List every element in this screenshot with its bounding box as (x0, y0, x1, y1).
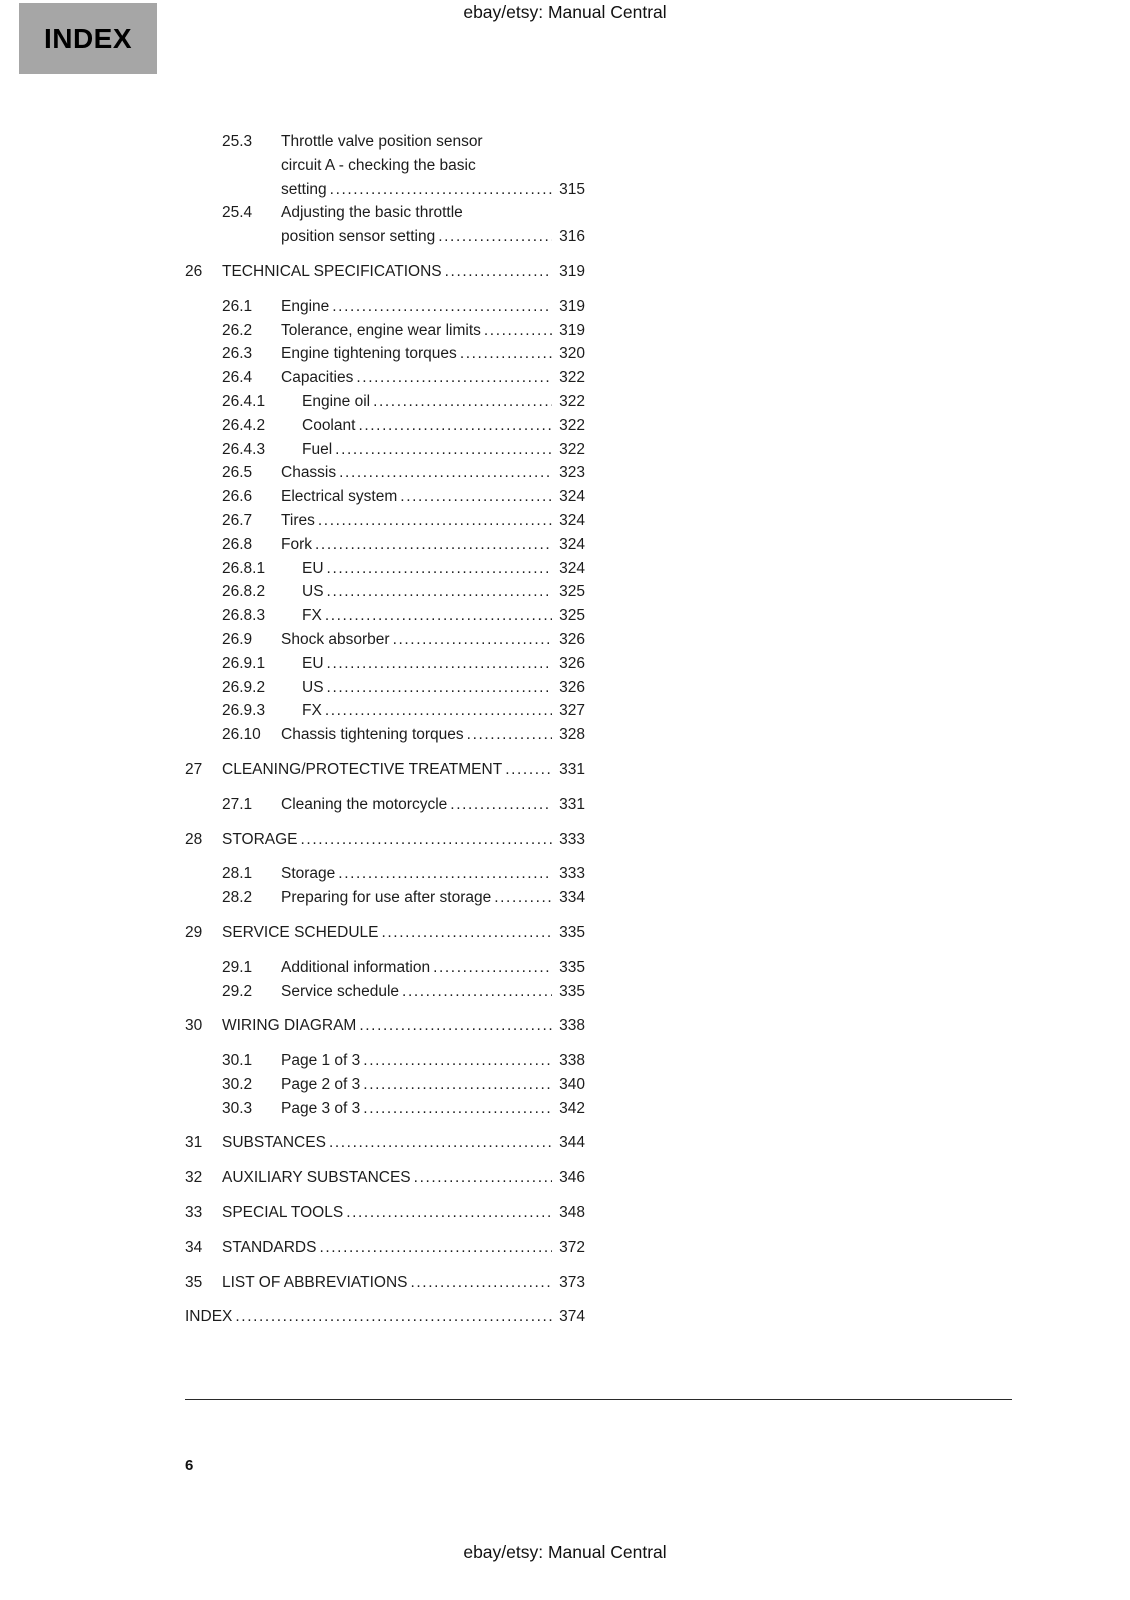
toc-entry-line: Coolant (302, 416, 356, 434)
toc-entry (185, 699, 585, 723)
dot-leader (360, 1097, 552, 1121)
toc-entry-title (281, 1049, 552, 1073)
toc-entry-line: US (302, 678, 324, 696)
toc-entry-number: 25.3 (222, 133, 253, 150)
toc-entry-title (302, 676, 552, 700)
toc-entry-number: 26.10 (222, 726, 261, 744)
toc-entry-page: 346 (559, 1169, 585, 1187)
toc-entry-page: 372 (559, 1238, 585, 1256)
toc-entry-page: 315 (559, 180, 585, 198)
toc-entry (185, 886, 585, 910)
index-tab (19, 3, 157, 74)
toc-entry-page: 340 (559, 1075, 585, 1093)
toc-entry (185, 580, 585, 604)
toc-entry-line: Service schedule (281, 982, 400, 1000)
toc-entry-number: 29 (185, 923, 203, 941)
toc-entry-number: 26.9.3 (222, 702, 266, 720)
toc-entry-title (222, 1271, 552, 1295)
toc-entry-line: TECHNICAL SPECIFICATIONS (222, 262, 442, 280)
toc-entry-line: WIRING DIAGRAM (222, 1017, 357, 1035)
dot-leader (370, 390, 552, 414)
dot-leader (430, 956, 552, 980)
toc-entry (185, 414, 585, 438)
toc-entry (185, 1049, 585, 1073)
toc-entry-page: 324 (559, 488, 585, 506)
dot-leader (435, 225, 552, 249)
toc-entry-line: Engine oil (302, 392, 371, 410)
toc-entry-line: Additional information (281, 958, 431, 976)
dot-leader (411, 1166, 552, 1190)
footer-watermark: ebay/etsy: Manual Central (463, 1542, 667, 1562)
toc-entry-page: 334 (559, 889, 585, 907)
toc-entry-title (302, 390, 552, 414)
toc-entry-line: Shock absorber (281, 630, 390, 648)
toc-entry-title (281, 485, 552, 509)
dot-leader (324, 557, 552, 581)
toc-entry-title (281, 130, 552, 201)
toc-entry-title (302, 604, 552, 628)
toc-entry (185, 1201, 585, 1225)
toc-entry-number: 26.8.3 (222, 607, 266, 625)
dot-leader (332, 438, 552, 462)
toc-entry-page: 344 (559, 1134, 585, 1152)
toc-entry-number: 30 (185, 1017, 203, 1035)
toc-entry-page: 322 (559, 369, 585, 387)
toc-entry (185, 676, 585, 700)
toc-entry-page: 338 (559, 1017, 585, 1035)
toc-entry-title (281, 1097, 552, 1121)
toc-entry-page: 335 (559, 923, 585, 941)
toc-entry-line: SERVICE SCHEDULE (222, 923, 379, 941)
toc-entry-title (185, 1305, 552, 1329)
toc-entry-page: 373 (559, 1273, 585, 1291)
toc-entry-page: 338 (559, 1052, 585, 1070)
toc-entry-number: 26.1 (222, 297, 253, 315)
toc-entry-number: 29.2 (222, 982, 253, 1000)
toc-entry-page: 326 (559, 678, 585, 696)
toc-entry (185, 533, 585, 557)
toc-entry-number: 26.9.1 (222, 654, 266, 672)
toc-entry-page: 323 (559, 464, 585, 482)
toc-entry-page: 374 (559, 1308, 585, 1326)
toc-entry-title (281, 1073, 552, 1097)
toc-entry-page: 326 (559, 630, 585, 648)
toc-entry-number: 26.4 (222, 369, 253, 387)
toc-entry (185, 319, 585, 343)
toc-entry-number: 30.3 (222, 1099, 253, 1117)
header-watermark: ebay/etsy: Manual Central (463, 2, 667, 22)
toc-entry-line: SUBSTANCES (222, 1134, 326, 1152)
toc-entry-title (281, 956, 552, 980)
dot-leader (360, 1049, 552, 1073)
toc-entry-number: 26.9.2 (222, 678, 266, 696)
toc-entry-page: 324 (559, 535, 585, 553)
toc-entry-number: 27.1 (222, 795, 253, 813)
toc-entry-line: SPECIAL TOOLS (222, 1204, 344, 1222)
toc-entry-title (281, 862, 552, 886)
toc-entry-line: Storage (281, 865, 336, 883)
toc-entry-number: 26.4.3 (222, 440, 266, 458)
dot-leader (481, 319, 552, 343)
toc-entry (185, 1236, 585, 1260)
toc-entry-number: 26.4.2 (222, 416, 266, 434)
toc-entry (185, 1305, 585, 1329)
toc-entry-title (222, 1131, 552, 1155)
toc-entry-number: 26.6 (222, 488, 253, 506)
toc-entry (185, 557, 585, 581)
toc-entry-line: circuit A - checking the basic (281, 156, 476, 174)
table-of-contents (185, 130, 585, 1340)
toc-entry-line: Engine (281, 297, 330, 315)
toc-entry-number: 29.1 (222, 958, 253, 976)
toc-entry (185, 366, 585, 390)
toc-entry-page: 335 (559, 958, 585, 976)
toc-entry-title (302, 652, 552, 676)
toc-entry-number: 26.3 (222, 345, 253, 363)
dot-leader (502, 758, 552, 782)
toc-entry-number: 26.8.2 (222, 583, 266, 601)
toc-entry-title (302, 414, 552, 438)
dot-leader (378, 921, 552, 945)
toc-entry-line: Chassis (281, 464, 337, 482)
dot-leader (397, 485, 552, 509)
toc-entry (185, 1131, 585, 1155)
toc-entry-number: 26.2 (222, 321, 253, 339)
toc-entry-line: Engine tightening torques (281, 345, 457, 363)
toc-entry (185, 485, 585, 509)
toc-entry-line: Capacities (281, 369, 354, 387)
toc-entry-line: Fork (281, 535, 312, 553)
toc-entry-title (281, 509, 552, 533)
dot-leader (407, 1271, 552, 1295)
toc-entry-line: Tires (281, 511, 315, 529)
toc-entry-number: 33 (185, 1204, 203, 1222)
toc-entry-line: Page 3 of 3 (281, 1099, 361, 1117)
toc-entry-title (281, 342, 552, 366)
dot-leader (360, 1073, 552, 1097)
toc-entry-title (222, 1014, 552, 1038)
toc-entry (185, 1073, 585, 1097)
toc-entry-number: 26.7 (222, 511, 253, 529)
dot-leader (329, 295, 552, 319)
toc-entry-page: 324 (559, 559, 585, 577)
toc-entry-number: 26.4.1 (222, 392, 266, 410)
toc-entry-number: 31 (185, 1134, 203, 1152)
toc-entry-page: 335 (559, 982, 585, 1000)
toc-entry-title (302, 438, 552, 462)
toc-entry-number: 26.9 (222, 630, 253, 648)
dot-leader (356, 1014, 552, 1038)
toc-entry-line: Tolerance, engine wear limits (281, 321, 481, 339)
toc-entry-line: STORAGE (222, 830, 298, 848)
toc-entry-title (302, 580, 552, 604)
toc-entry (185, 1097, 585, 1121)
dot-leader (442, 260, 552, 284)
toc-entry (185, 628, 585, 652)
dot-leader (312, 533, 552, 557)
toc-entry-page: 319 (559, 262, 585, 280)
dot-leader (298, 828, 552, 852)
toc-entry-line: EU (302, 654, 324, 672)
page-number: 6 (185, 1457, 194, 1474)
toc-entry-number: 28 (185, 830, 203, 848)
toc-entry-page: 320 (559, 345, 585, 363)
dot-leader (326, 1131, 552, 1155)
toc-entry (185, 1166, 585, 1190)
toc-entry (185, 201, 585, 249)
toc-entry-title (281, 295, 552, 319)
toc-entry-line: Electrical system (281, 488, 398, 506)
toc-entry-title (222, 1236, 552, 1260)
toc-entry-line: Page 2 of 3 (281, 1075, 361, 1093)
dot-leader (343, 1201, 552, 1225)
toc-entry-title (222, 758, 552, 782)
toc-entry-title (281, 319, 552, 343)
toc-entry-line: Cleaning the motorcycle (281, 795, 448, 813)
toc-entry-line: Fuel (302, 440, 333, 458)
toc-entry (185, 862, 585, 886)
dot-leader (322, 699, 552, 723)
toc-entry-number: 32 (185, 1169, 203, 1187)
toc-entry-page: 348 (559, 1204, 585, 1222)
toc-entry-page: 319 (559, 321, 585, 339)
toc-entry-title (281, 461, 552, 485)
toc-entry-title (281, 793, 552, 817)
dot-leader (322, 604, 552, 628)
toc-entry-page: 331 (559, 760, 585, 778)
toc-entry (185, 793, 585, 817)
toc-entry-line: position sensor setting (281, 228, 436, 246)
toc-entry-page: 325 (559, 607, 585, 625)
toc-entry-page: 333 (559, 865, 585, 883)
toc-entry-title (302, 557, 552, 581)
toc-entry-number: 28.2 (222, 889, 253, 907)
toc-entry (185, 828, 585, 852)
toc-entry-title (222, 921, 552, 945)
toc-entry-line: setting (281, 180, 327, 198)
toc-entry-number: 25.4 (222, 204, 253, 222)
toc-entry (185, 758, 585, 782)
dot-leader (315, 509, 552, 533)
dot-leader (324, 676, 552, 700)
toc-entry-line: FX (302, 702, 322, 720)
toc-entry-number: 30.1 (222, 1052, 253, 1070)
toc-entry (185, 461, 585, 485)
toc-entry-page: 322 (559, 440, 585, 458)
toc-entry-number: 27 (185, 760, 203, 778)
toc-entry-line: Chassis tightening torques (281, 726, 464, 744)
dot-leader (390, 628, 552, 652)
toc-entry-page: 324 (559, 511, 585, 529)
toc-entry-title (222, 828, 552, 852)
toc-entry-line: Throttle valve position sensor (281, 133, 483, 150)
toc-entry-line: Adjusting the basic throttle (281, 204, 463, 222)
dot-leader (447, 793, 552, 817)
toc-entry (185, 130, 585, 201)
toc-entry-number: 30.2 (222, 1075, 253, 1093)
toc-entry-page: 322 (559, 416, 585, 434)
toc-entry-title (281, 980, 552, 1004)
dot-leader (336, 461, 552, 485)
toc-entry-number: 35 (185, 1273, 203, 1291)
toc-entry-line: FX (302, 607, 322, 625)
toc-entry-title (302, 699, 552, 723)
toc-entry-title (281, 533, 552, 557)
toc-entry-page: 322 (559, 392, 585, 410)
dot-leader (464, 723, 552, 747)
toc-entry-page: 333 (559, 830, 585, 848)
toc-entry (185, 980, 585, 1004)
toc-entry (185, 509, 585, 533)
toc-entry (185, 438, 585, 462)
toc-entry-line: STANDARDS (222, 1238, 317, 1256)
toc-entry-page: 327 (559, 702, 585, 720)
toc-entry-number: 26.8.1 (222, 559, 266, 577)
toc-entry (185, 295, 585, 319)
toc-entry-page: 326 (559, 654, 585, 672)
toc-entry-title (281, 886, 552, 910)
index-tab-label: INDEX (43, 22, 133, 54)
dot-leader (353, 366, 552, 390)
toc-entry-title (222, 1166, 552, 1190)
toc-entry (185, 1014, 585, 1038)
toc-entry-line: EU (302, 559, 324, 577)
toc-entry (185, 1271, 585, 1295)
toc-entry-number: 28.1 (222, 865, 253, 883)
toc-entry (185, 342, 585, 366)
dot-leader (327, 178, 552, 202)
toc-entry (185, 604, 585, 628)
toc-entry-line: Page 1 of 3 (281, 1052, 361, 1070)
dot-leader (232, 1305, 552, 1329)
toc-entry-title (281, 628, 552, 652)
toc-entry-page: 331 (559, 795, 585, 813)
toc-entry-page: 319 (559, 297, 585, 315)
toc-entry-line: LIST OF ABBREVIATIONS (222, 1273, 408, 1291)
dot-leader (457, 342, 552, 366)
toc-entry-number: 26.5 (222, 464, 253, 482)
toc-entry-line: CLEANING/PROTECTIVE TREATMENT (222, 760, 503, 778)
toc-entry-title (222, 1201, 552, 1225)
toc-entry (185, 723, 585, 747)
toc-entry (185, 921, 585, 945)
toc-entry-page: 325 (559, 583, 585, 601)
dot-leader (324, 580, 552, 604)
toc-entry-line: Preparing for use after storage (281, 889, 492, 907)
dot-leader (491, 886, 552, 910)
toc-entry-line: INDEX (185, 1308, 233, 1326)
footer-divider (185, 1399, 1012, 1400)
toc-entry-page: 342 (559, 1099, 585, 1117)
dot-leader (316, 1236, 552, 1260)
toc-entry-page: 328 (559, 726, 585, 744)
toc-entry-title (281, 723, 552, 747)
toc-entry-number: 26.8 (222, 535, 253, 553)
toc-entry-number: 26 (185, 262, 203, 280)
toc-entry (185, 260, 585, 284)
toc-entry-line: US (302, 583, 324, 601)
toc-entry-number: 34 (185, 1238, 203, 1256)
toc-entry-page: 316 (559, 228, 585, 246)
toc-entry (185, 390, 585, 414)
toc-entry (185, 956, 585, 980)
toc-entry-title (281, 366, 552, 390)
toc-entry (185, 652, 585, 676)
dot-leader (355, 414, 552, 438)
dot-leader (324, 652, 552, 676)
toc-entry-title (222, 260, 552, 284)
toc-entry-title (281, 201, 552, 249)
toc-entry-line: AUXILIARY SUBSTANCES (222, 1169, 411, 1187)
dot-leader (399, 980, 552, 1004)
dot-leader (335, 862, 552, 886)
